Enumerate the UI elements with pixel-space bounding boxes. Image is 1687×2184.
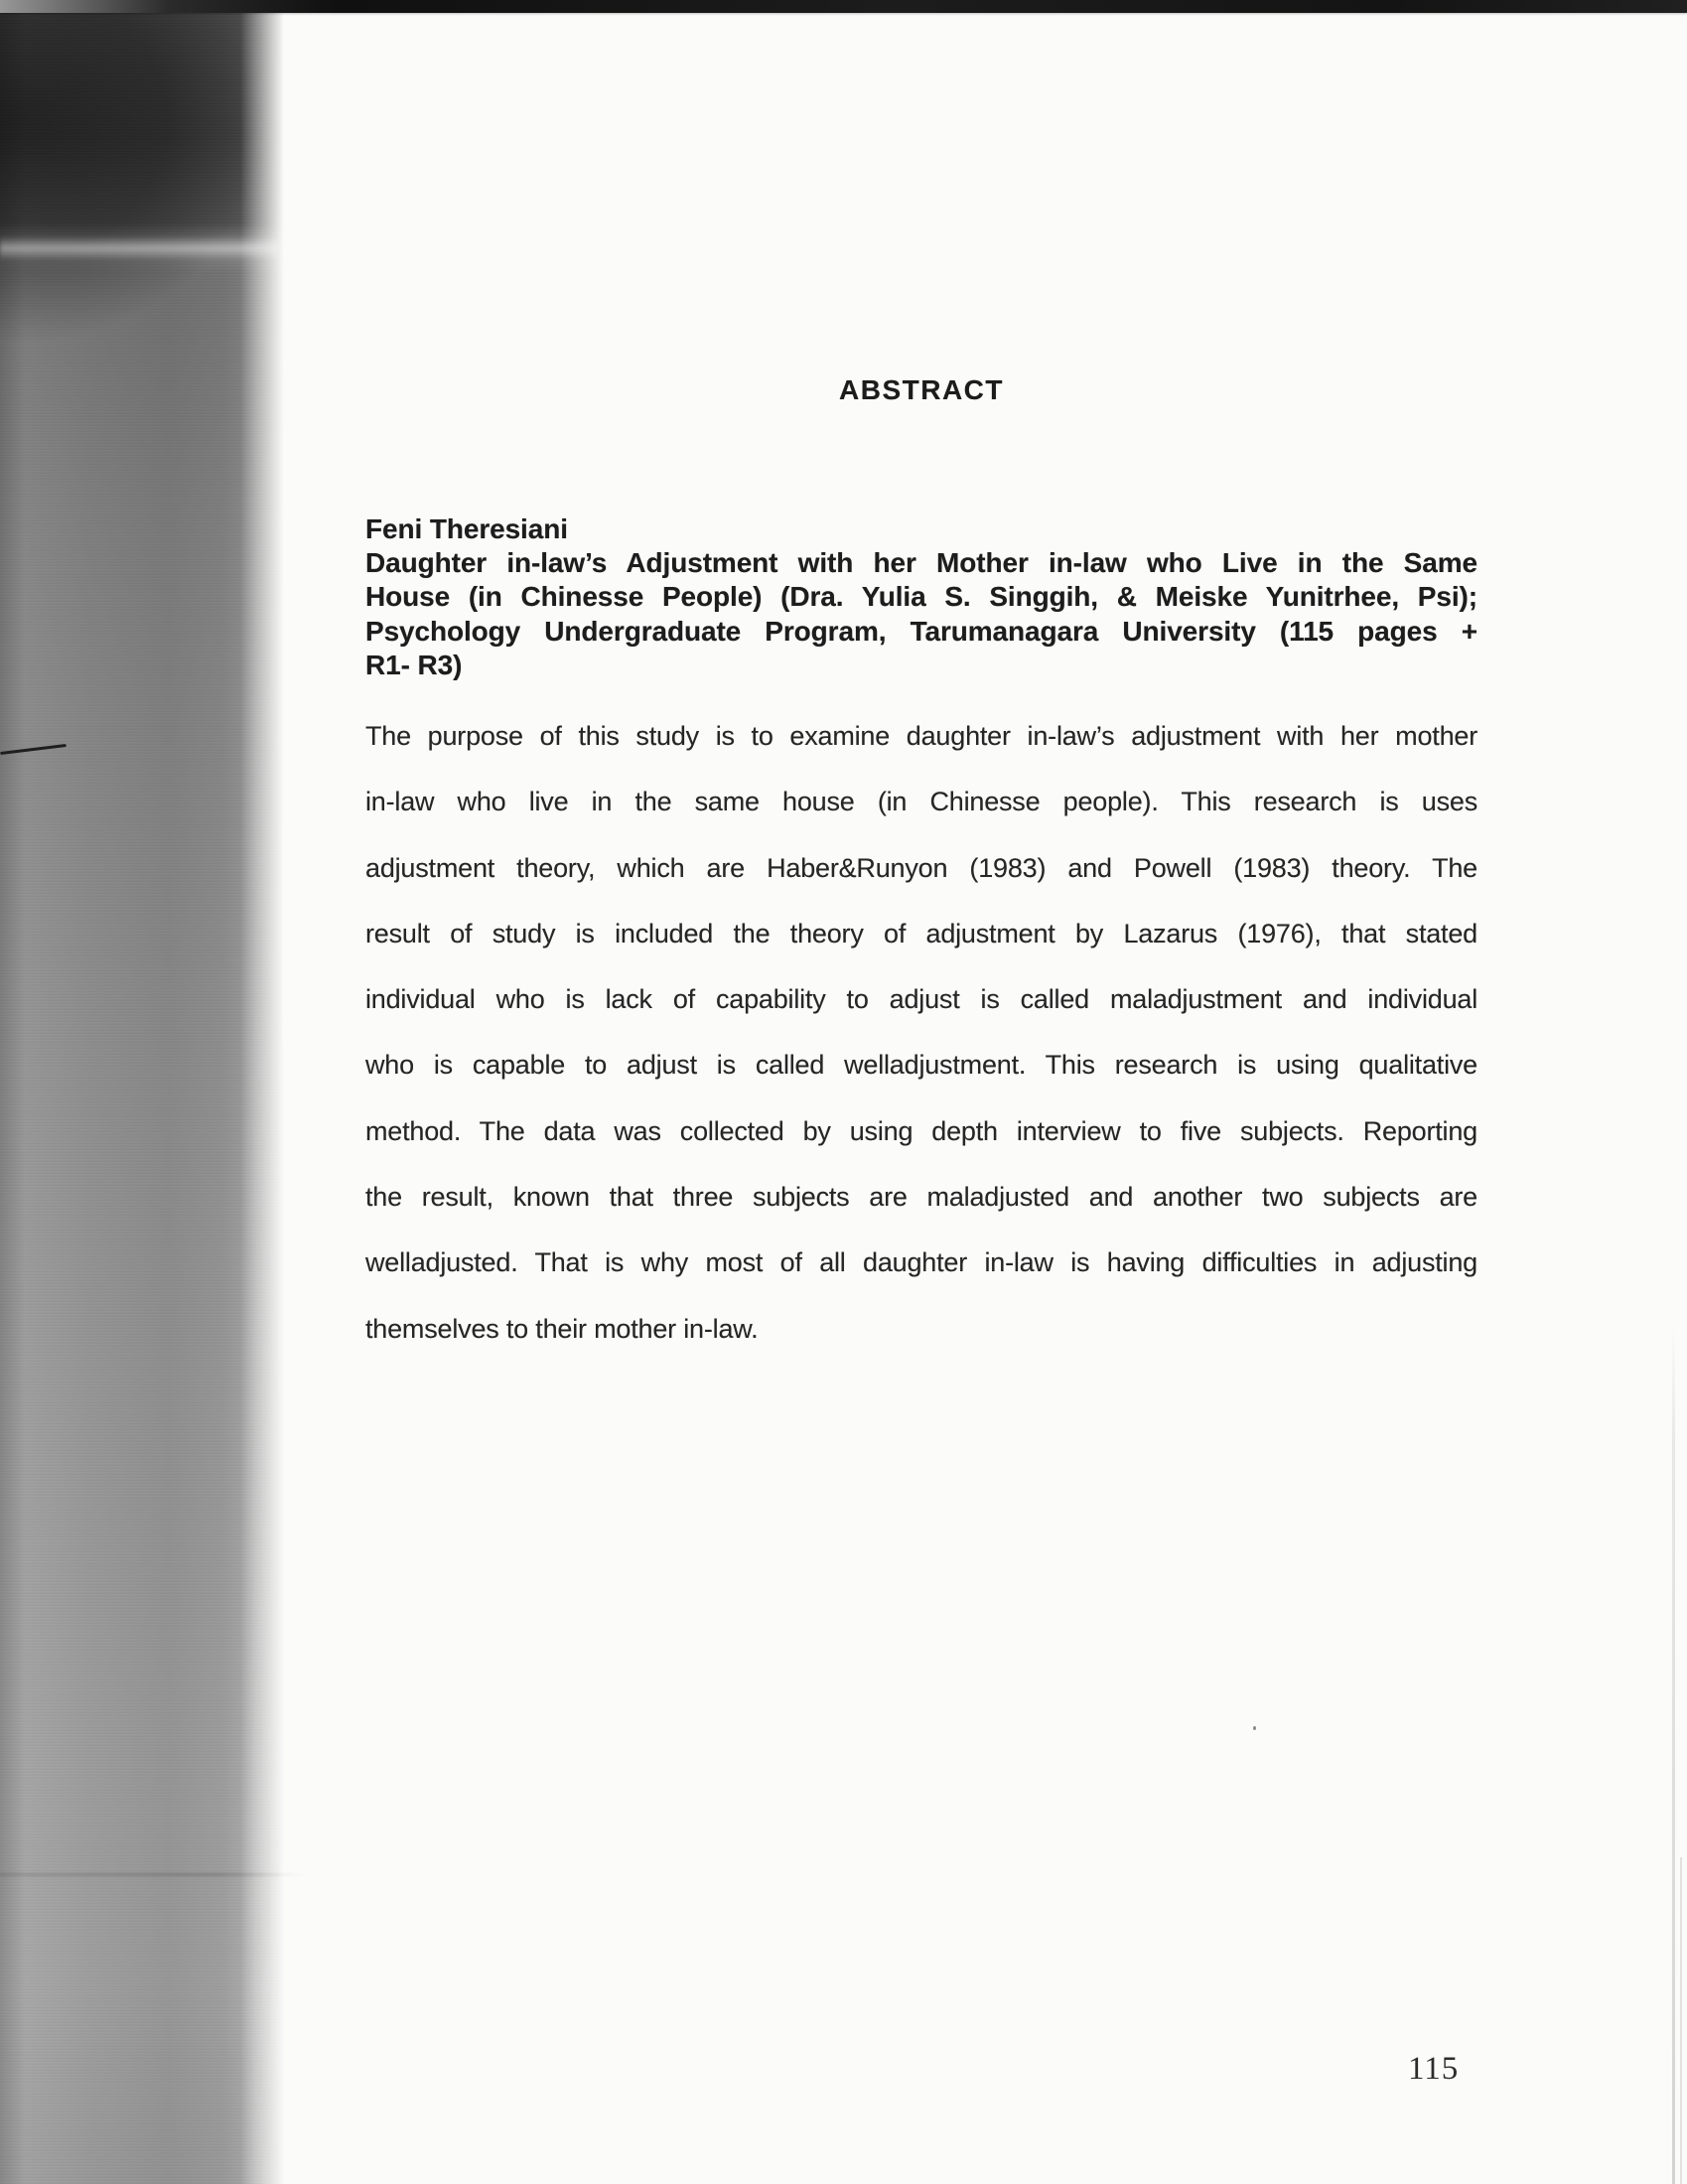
text-line: The purpose of this study is to examine daughter in-law’s adjustment with her mother bbox=[365, 721, 1477, 751]
text-line: in-law who live in the same house (in Chinesse people). This research is uses bbox=[365, 787, 1477, 817]
text-line: individual who is lack of capability to adjust is called maladjustment and individual bbox=[365, 984, 1477, 1015]
page-edge-line bbox=[1680, 1857, 1682, 2184]
text-line: adjustment theory, which are Haber&Runyon (1983) and Powell (1983) theory. The bbox=[365, 852, 1477, 883]
page-number: 115 bbox=[1408, 2051, 1460, 2087]
scan-top-edge-artifact bbox=[0, 0, 1687, 13]
text-line: the result, known that three subjects are maladjusted and another two subjects are bbox=[365, 1182, 1477, 1213]
thesis-title-block bbox=[365, 546, 1477, 682]
page-edge-line bbox=[1672, 1327, 1675, 2184]
book-spine-scan-shadow bbox=[0, 0, 286, 2184]
thesis-header bbox=[365, 512, 1477, 682]
text-line: R1- R3) bbox=[365, 649, 463, 680]
scan-speck-artifact bbox=[1253, 1726, 1256, 1730]
text-line: welladjusted. That is why most of all daughter in-law is having difficulties in adjusting bbox=[365, 1247, 1477, 1278]
text-line: who is capable to adjust is called welladjustment. This research is using qualitative bbox=[365, 1050, 1477, 1081]
abstract-body bbox=[365, 703, 1477, 1362]
text-line: House (in Chinesse People) (Dra. Yulia S. Singgih, & Meiske Yunitrhee, Psi); bbox=[365, 581, 1477, 613]
text-line: themselves to their mother in-law. bbox=[365, 1313, 759, 1344]
text-line: Daughter in-law’s Adjustment with her Mother in-law who Live in the Same bbox=[365, 547, 1477, 579]
author-name: Feni Theresiani bbox=[365, 513, 568, 544]
abstract-title: ABSTRACT bbox=[839, 374, 1004, 405]
text-line: Psychology Undergraduate Program, Tarumanagara University (115 pages + bbox=[365, 615, 1477, 647]
scan-crease-artifact bbox=[0, 1873, 308, 1876]
text-line: method. The data was collected by using depth interview to five subjects. Reporting bbox=[365, 1115, 1477, 1146]
text-line: result of study is included the theory of adjustment by Lazarus (1976), that stated bbox=[365, 918, 1477, 948]
